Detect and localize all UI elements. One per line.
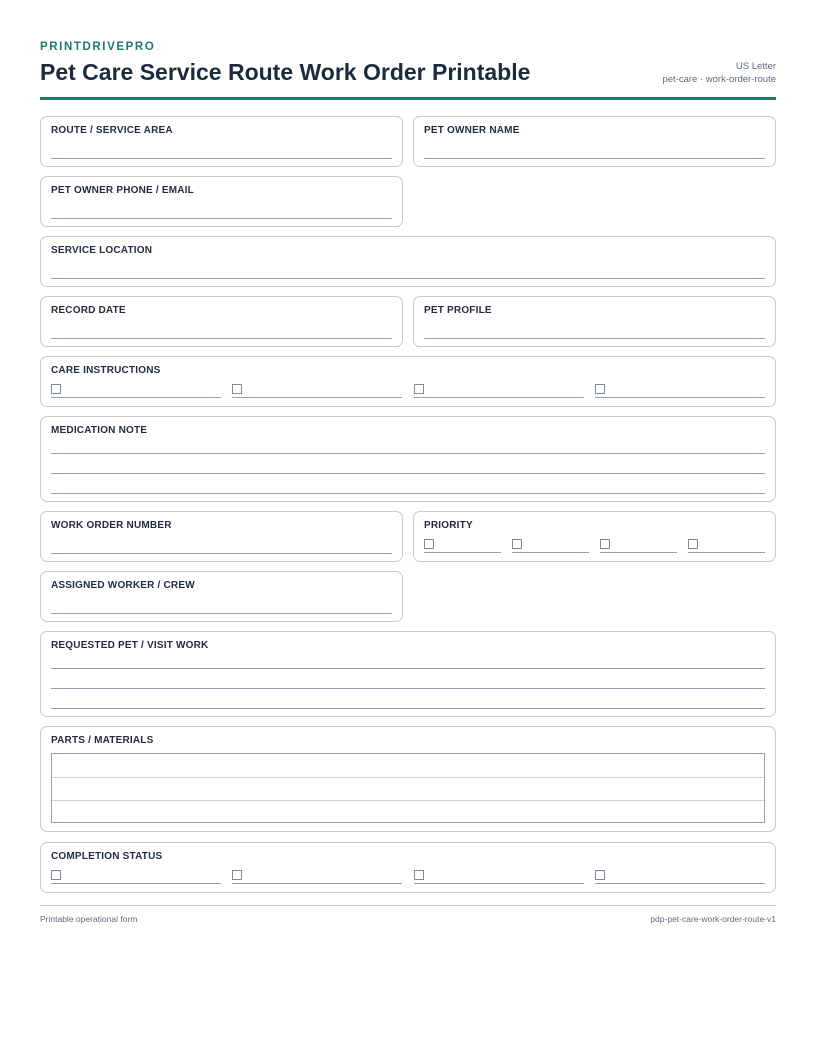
- completion-status-option[interactable]: [595, 870, 765, 884]
- priority-option[interactable]: [600, 539, 677, 553]
- parts-materials-label: PARTS / MATERIALS: [51, 735, 154, 746]
- page-title: Pet Care Service Route Work Order Printable: [40, 59, 531, 85]
- footer-form-type: Printable operational form: [40, 914, 138, 924]
- service-location-field: [40, 236, 776, 287]
- document-meta: [662, 60, 776, 86]
- care-instruction-option[interactable]: [595, 384, 765, 398]
- parts-materials-field: [40, 726, 776, 832]
- completion-status-field: [40, 842, 776, 893]
- checkbox[interactable]: [688, 539, 698, 549]
- assigned-worker-crew-field: [40, 571, 403, 622]
- route-service-area-label: ROUTE / SERVICE AREA: [51, 125, 173, 136]
- checkbox[interactable]: [414, 870, 424, 880]
- priority-option[interactable]: [688, 539, 765, 553]
- option-line: [600, 552, 677, 553]
- care-instruction-option[interactable]: [232, 384, 402, 398]
- checkbox[interactable]: [232, 384, 242, 394]
- work-order-number-field: [40, 511, 403, 562]
- route-service-area-input-line[interactable]: [51, 158, 392, 159]
- option-line: [595, 397, 765, 398]
- pet-profile-label: PET PROFILE: [424, 305, 492, 316]
- service-location-label: SERVICE LOCATION: [51, 245, 153, 256]
- option-line: [232, 883, 402, 884]
- pet-owner-name-input-line[interactable]: [424, 158, 765, 159]
- option-line: [51, 397, 221, 398]
- option-line: [51, 883, 221, 884]
- header-rule: [40, 97, 776, 100]
- pet-owner-phone-email-label: PET OWNER PHONE / EMAIL: [51, 185, 194, 196]
- priority-field: [413, 511, 776, 562]
- option-line: [512, 552, 589, 553]
- record-date-label: RECORD DATE: [51, 305, 126, 316]
- pet-profile-input-line[interactable]: [424, 338, 765, 339]
- requested-work-line[interactable]: [51, 668, 765, 669]
- priority-label: PRIORITY: [424, 520, 473, 531]
- option-line: [688, 552, 765, 553]
- record-date-input-line[interactable]: [51, 338, 392, 339]
- care-instructions-field: [40, 356, 776, 407]
- checkbox[interactable]: [414, 384, 424, 394]
- document-tags: pet-care · work-order-route: [662, 74, 776, 85]
- checkbox[interactable]: [595, 870, 605, 880]
- pet-owner-name-field: [413, 116, 776, 167]
- record-date-field: [40, 296, 403, 347]
- requested-work-line[interactable]: [51, 708, 765, 709]
- pet-owner-phone-email-input-line[interactable]: [51, 218, 392, 219]
- option-line: [595, 883, 765, 884]
- care-instruction-option[interactable]: [51, 384, 221, 398]
- parts-materials-table[interactable]: [51, 753, 765, 823]
- assigned-worker-crew-input-line[interactable]: [51, 613, 392, 614]
- footer-rule: [40, 905, 776, 906]
- pet-profile-field: [413, 296, 776, 347]
- care-instructions-label: CARE INSTRUCTIONS: [51, 365, 161, 376]
- table-row-divider: [52, 777, 764, 778]
- care-instruction-option[interactable]: [414, 384, 584, 398]
- medication-note-field: [40, 416, 776, 502]
- assigned-worker-crew-label: ASSIGNED WORKER / CREW: [51, 580, 195, 591]
- table-row-divider: [52, 800, 764, 801]
- work-order-number-label: WORK ORDER NUMBER: [51, 520, 172, 531]
- option-line: [232, 397, 402, 398]
- pet-owner-name-label: PET OWNER NAME: [424, 125, 520, 136]
- completion-status-label: COMPLETION STATUS: [51, 851, 163, 862]
- checkbox[interactable]: [424, 539, 434, 549]
- requested-pet-visit-work-label: REQUESTED PET / VISIT WORK: [51, 640, 209, 651]
- completion-status-option[interactable]: [51, 870, 221, 884]
- checkbox[interactable]: [512, 539, 522, 549]
- service-location-input-line[interactable]: [51, 278, 765, 279]
- medication-note-label: MEDICATION NOTE: [51, 425, 148, 436]
- route-service-area-field: [40, 116, 403, 167]
- medication-note-line[interactable]: [51, 453, 765, 454]
- medication-note-line[interactable]: [51, 473, 765, 474]
- priority-option[interactable]: [424, 539, 501, 553]
- work-order-number-input-line[interactable]: [51, 553, 392, 554]
- requested-work-line[interactable]: [51, 688, 765, 689]
- option-line: [424, 552, 501, 553]
- checkbox[interactable]: [232, 870, 242, 880]
- brand-name: PRINTDRIVEPRO: [40, 41, 156, 53]
- priority-option[interactable]: [512, 539, 589, 553]
- paper-size: US Letter: [735, 61, 776, 72]
- pet-owner-phone-email-field: [40, 176, 403, 227]
- option-line: [414, 883, 584, 884]
- medication-note-line[interactable]: [51, 493, 765, 494]
- option-line: [414, 397, 584, 398]
- completion-status-option[interactable]: [414, 870, 584, 884]
- checkbox[interactable]: [600, 539, 610, 549]
- checkbox[interactable]: [51, 870, 61, 880]
- completion-status-option[interactable]: [232, 870, 402, 884]
- checkbox[interactable]: [51, 384, 61, 394]
- requested-pet-visit-work-field: [40, 631, 776, 717]
- checkbox[interactable]: [595, 384, 605, 394]
- footer-form-id: pdp-pet-care-work-order-route-v1: [650, 914, 776, 924]
